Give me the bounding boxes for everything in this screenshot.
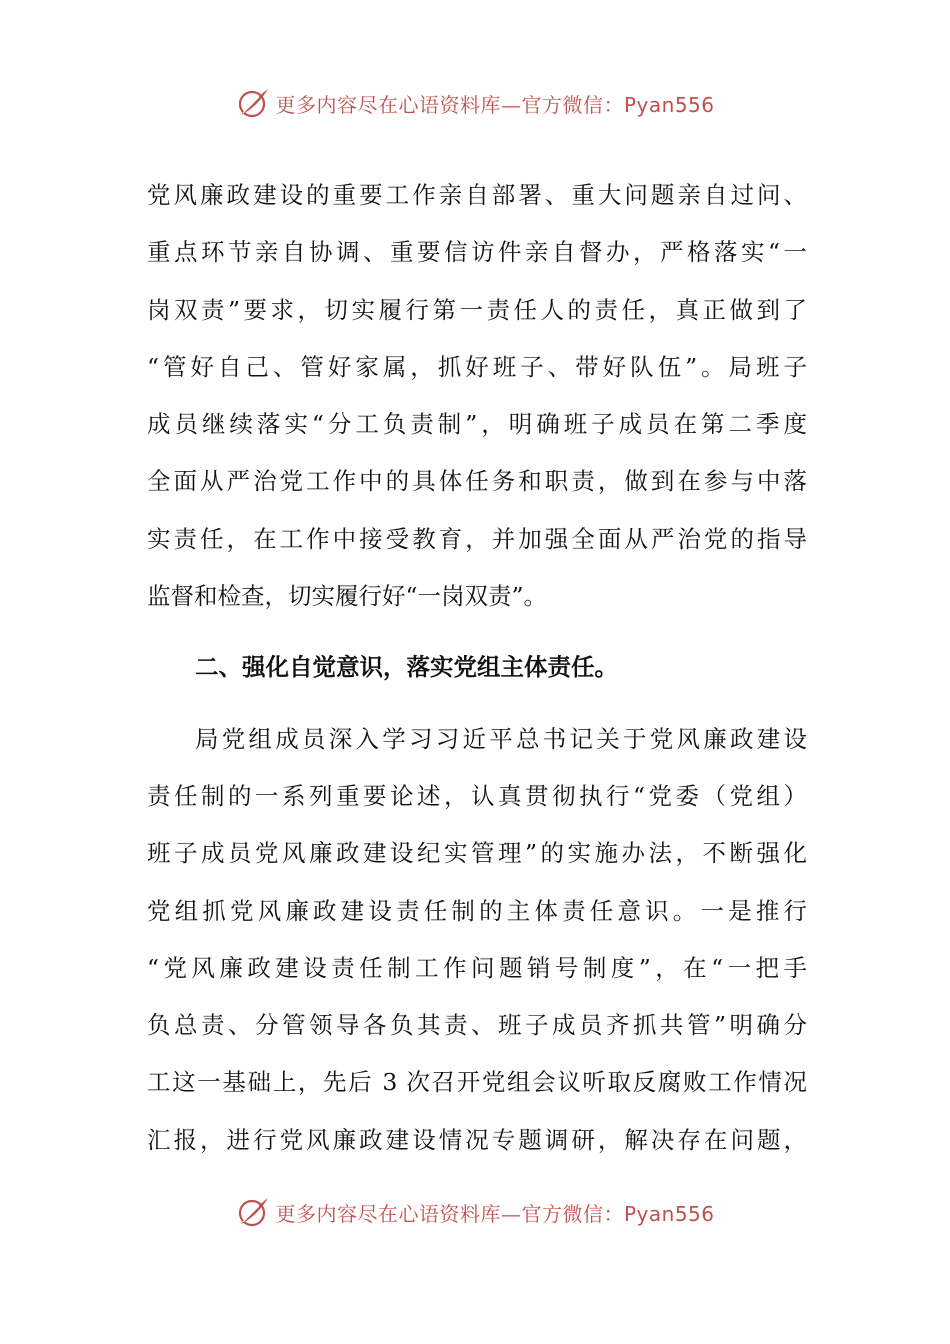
watermark-brand: 更多内容尽在心语资料库—官方微信： <box>275 1201 624 1226</box>
text-line: “党风廉政建设责任制工作问题销号制度”，在“一把手 <box>147 953 807 982</box>
quill-logo-icon <box>235 1194 271 1230</box>
paragraph-1 <box>147 167 807 625</box>
text-line: 岗双责”要求，切实履行第一责任人的责任，真正做到了 <box>147 295 807 324</box>
footer-watermark <box>0 1192 950 1232</box>
text-line: 监督和检查，切实履行好“一岗双责”。 <box>147 582 548 611</box>
text-line: 重点环节亲自协调、重要信访件亲自督办，严格落实“一 <box>147 238 807 267</box>
text-line: 局党组成员深入学习习近平总书记关于党风廉政建设 <box>195 724 807 753</box>
text-line: 成员继续落实“分工负责制”，明确班子成员在第二季度 <box>147 410 807 439</box>
section-heading: 二、强化自觉意识，落实党组主体责任。 <box>195 653 618 682</box>
document-body <box>147 167 807 1169</box>
text-line: 党组抓党风廉政建设责任制的主体责任意识。一是推行 <box>147 896 807 925</box>
text-line: 汇报，进行党风廉政建设情况专题调研，解决存在问题， <box>147 1125 807 1154</box>
watermark-wechat-id: Pyan556 <box>623 1201 715 1226</box>
watermark-wechat-id: Pyan556 <box>623 92 715 117</box>
text-line: 负总责、分管领导各负其责、班子成员齐抓共管”明确分 <box>147 1011 807 1040</box>
text-line: 全面从严治党工作中的具体任务和职责，做到在参与中落 <box>147 467 807 496</box>
text-line: 责任制的一系列重要论述，认真贯彻执行“党委（党组） <box>147 781 807 810</box>
text-line: 党风廉政建设的重要工作亲自部署、重大问题亲自过问、 <box>147 181 807 209</box>
watermark-text <box>275 89 714 118</box>
paragraph-2 <box>147 711 807 1169</box>
watermark-brand: 更多内容尽在心语资料库—官方微信： <box>275 92 624 117</box>
quill-logo-icon <box>235 85 271 121</box>
watermark-text <box>275 1198 714 1227</box>
text-line: 实责任，在工作中接受教育，并加强全面从严治党的指导 <box>147 524 807 553</box>
spacer <box>147 625 807 639</box>
text-line: “管好自己、管好家属，抓好班子、带好队伍”。局班子 <box>147 352 807 381</box>
spacer <box>147 697 807 711</box>
text-line: 班子成员党风廉政建设纪实管理”的实施办法，不断强化 <box>147 839 807 868</box>
text-line: 工这一基础上，先后 3 次召开党组会议听取反腐败工作情况 <box>147 1068 807 1097</box>
header-watermark <box>0 83 950 123</box>
